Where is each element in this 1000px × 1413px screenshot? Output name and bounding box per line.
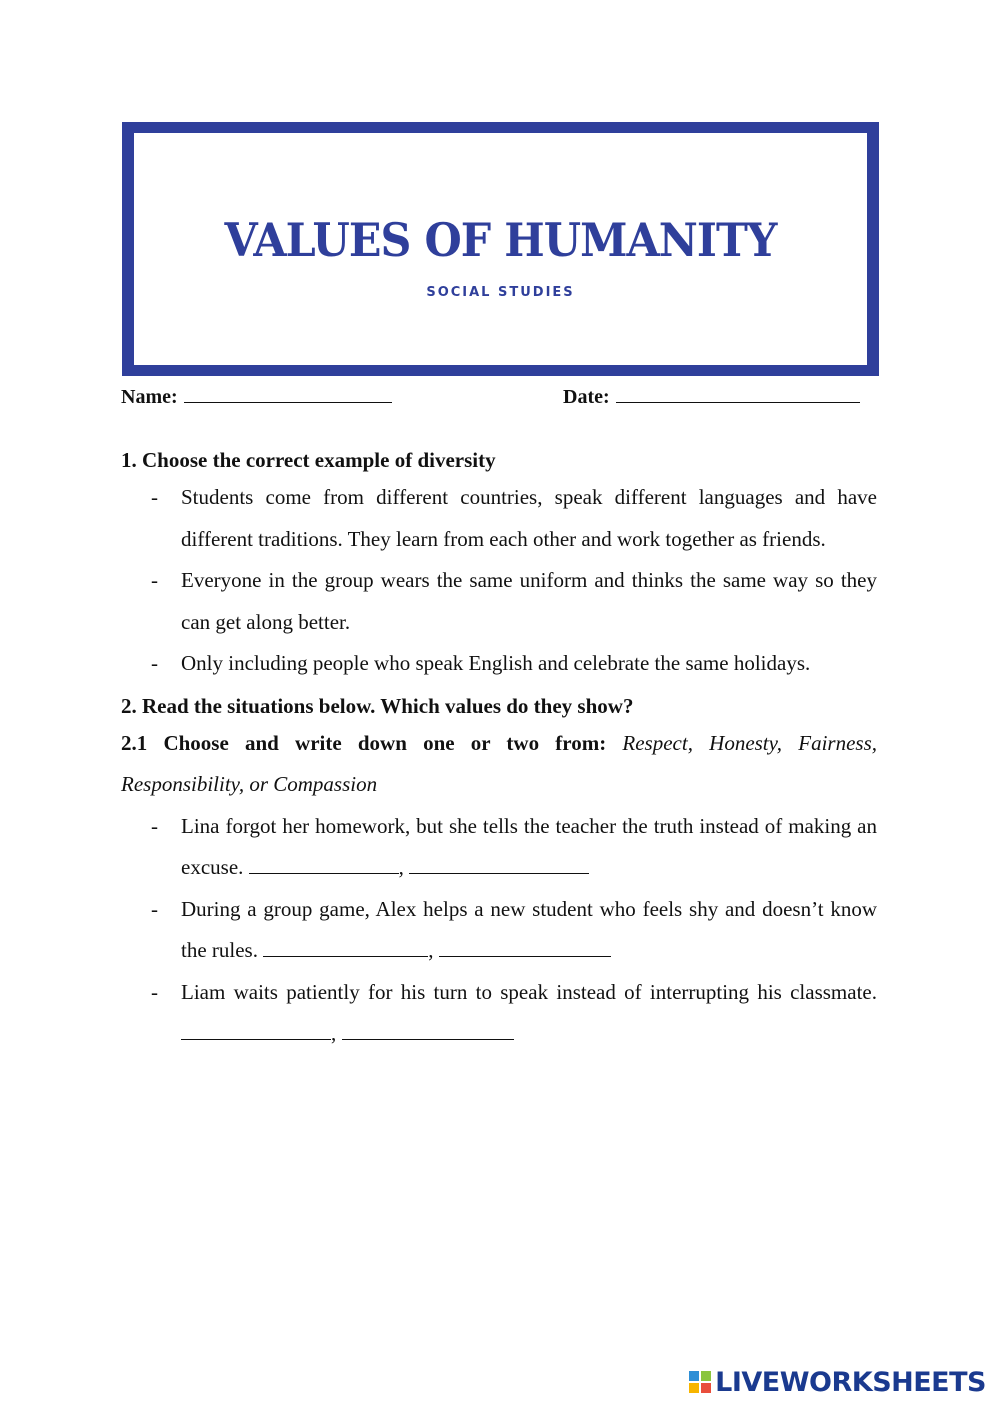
banner-inner	[134, 133, 867, 365]
liveworksheets-logo[interactable]	[689, 1365, 986, 1399]
name-blank[interactable]	[184, 384, 392, 403]
question-1-title: 1. Choose the correct example of diversity	[121, 448, 496, 472]
q1-option-text: Students come from different countries, speak different languages and have different traditions. They learn from each other and work together as friends.	[181, 485, 877, 551]
q1-option-text: Everyone in the group wears the same uniform and thinks the same way so they can get along better.	[181, 568, 877, 634]
worksheet-content	[121, 443, 877, 1055]
q1-option-text: Only including people who speak English and celebrate the same holidays.	[181, 651, 811, 675]
answer-blank-3b[interactable]	[342, 1019, 514, 1040]
answer-blank-1a[interactable]	[249, 853, 399, 874]
answer-blank-2a[interactable]	[263, 936, 428, 957]
worksheet-title: VALUES OF HUMANITY	[224, 213, 777, 267]
situation-text: Lina forgot her homework, but she tells the teacher the truth instead of making an excuse.	[181, 813, 877, 879]
bullet-dash: -	[151, 568, 158, 592]
answer-blank-2b[interactable]	[439, 936, 611, 957]
bullet-dash: -	[151, 485, 158, 509]
situation-2: - During a group game, Alex helps a new student who feels shy and doesn’t know the rules. ,	[121, 889, 877, 972]
answer-blank-3a[interactable]	[181, 1019, 331, 1040]
q1-option-1[interactable]	[121, 477, 877, 560]
liveworksheets-logo-icon	[689, 1371, 711, 1393]
instruction-bold: 2.1 Choose and write down one or two from:	[121, 730, 607, 755]
question-2-1-instruction	[121, 723, 877, 806]
date-label: Date:	[563, 386, 610, 408]
situation-text: Liam waits patiently for his turn to speak instead of interrupting his classmate.	[181, 979, 877, 1004]
worksheet-subject: SOCIAL STUDIES	[426, 285, 575, 300]
liveworksheets-brand: LIVEWORKSHEETS	[715, 1366, 986, 1398]
bullet-dash: -	[151, 813, 158, 838]
question-2-title	[121, 689, 877, 723]
name-field	[121, 383, 392, 411]
q1-option-2[interactable]	[121, 560, 877, 643]
date-field	[563, 383, 860, 411]
situation-3: - Liam waits patiently for his turn to speak instead of interrupting his classmate. ,	[121, 972, 877, 1055]
name-label: Name:	[121, 386, 178, 408]
situation-1: - Lina forgot her homework, but she tells the teacher the truth instead of making an excuse. ,	[121, 806, 877, 889]
title-banner	[122, 122, 879, 376]
date-blank[interactable]	[616, 384, 860, 403]
situation-text: During a group game, Alex helps a new student who feels shy and doesn’t know the rules.	[181, 896, 877, 962]
q1-option-3[interactable]	[121, 643, 877, 685]
instruction-values: Respect, Honesty, Fairness, Responsibility, or Compassion	[121, 730, 878, 796]
bullet-dash: -	[151, 979, 158, 1004]
bullet-dash: -	[151, 896, 158, 921]
answer-blank-1b[interactable]	[409, 853, 589, 874]
bullet-dash: -	[151, 651, 158, 675]
question-2-text: . Read the situations below. Which values do they show?	[131, 693, 634, 718]
question-2-number: 2	[121, 693, 132, 718]
